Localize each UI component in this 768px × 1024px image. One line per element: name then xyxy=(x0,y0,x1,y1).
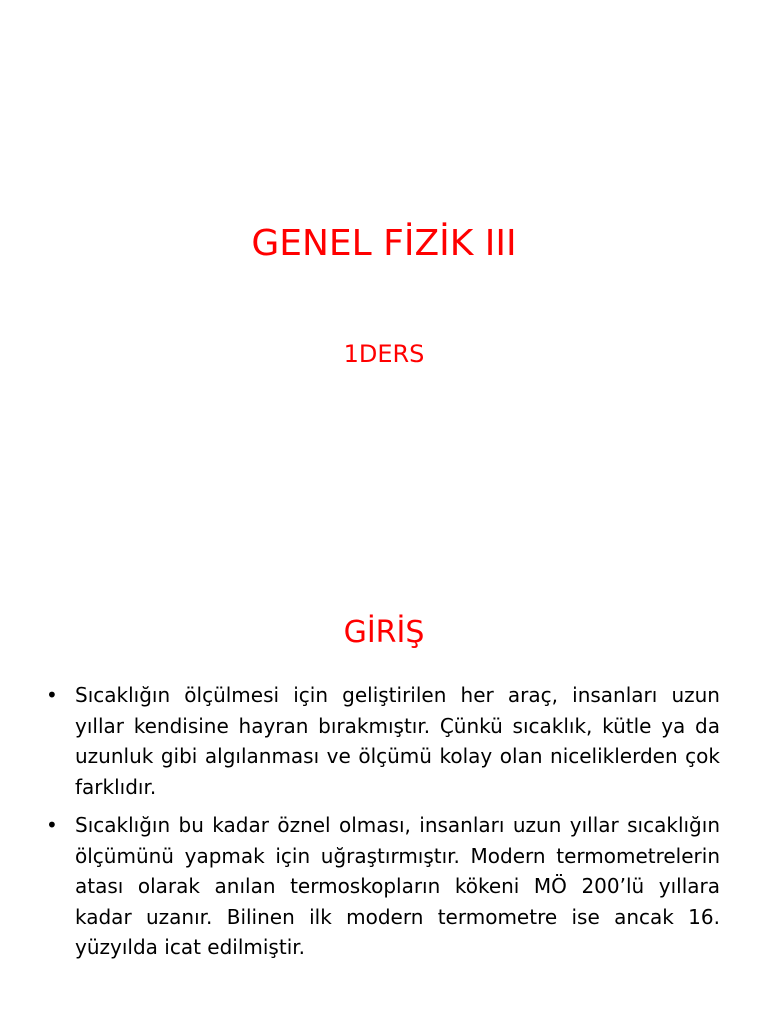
slide-subtitle: 1DERS xyxy=(343,340,425,368)
bullet-dot-icon: • xyxy=(46,813,58,837)
slide-title: GENEL FİZİK III xyxy=(251,223,517,264)
bullet-dot-icon: • xyxy=(46,683,58,707)
bullet-item xyxy=(46,680,720,802)
bullet-list xyxy=(46,680,720,971)
section-title: GİRİŞ xyxy=(343,615,425,650)
bullet-text: Sıcaklığın bu kadar öznel olması, insanları uzun yıllar sıcaklığın ölçümünü yapmak için uğraştırmıştır. Modern termometrelerin atası olarak anılan termoskopların kökeni MÖ 200’lü yıllara kadar uzanır. Bilinen ilk modern termometre ise ancak 16. yüzyılda icat edilmiştir. xyxy=(75,813,720,959)
bullet-text: Sıcaklığın ölçülmesi için geliştirilen her araç, insanları uzun yıllar kendisine hayran bırakmıştır. Çünkü sıcaklık, kütle ya da uzunluk gibi algılanması ve ölçümü kolay olan niceliklerden çok farklıdır. xyxy=(75,683,720,799)
bullet-item xyxy=(46,810,720,963)
